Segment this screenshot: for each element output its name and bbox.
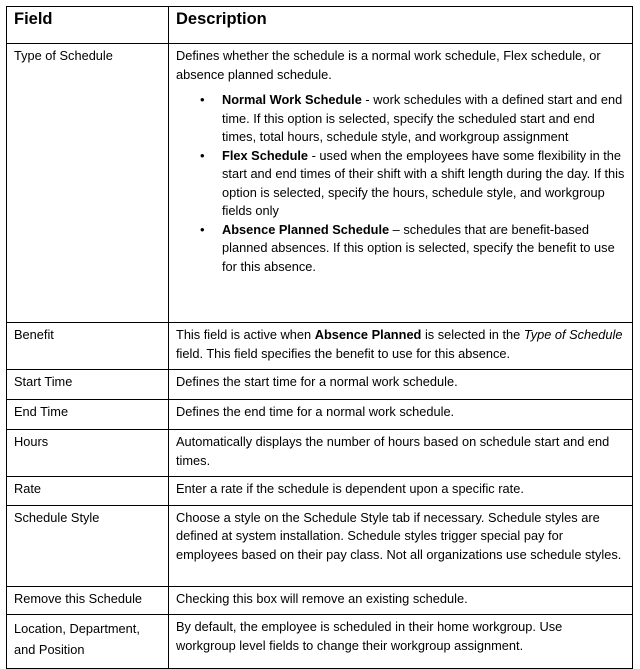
option-name: Absence Planned Schedule bbox=[222, 221, 390, 237]
field-name: Hours bbox=[7, 430, 169, 477]
description-text: This field is active when bbox=[176, 327, 315, 342]
table-row bbox=[7, 505, 633, 586]
description-text: is selected in the bbox=[421, 327, 524, 342]
table-row bbox=[7, 477, 633, 506]
field-description bbox=[169, 323, 633, 370]
header-row bbox=[7, 7, 633, 44]
schedule-type-list bbox=[176, 91, 625, 276]
field-name: Schedule Style bbox=[7, 505, 169, 586]
table-row bbox=[7, 586, 633, 615]
field-description: Defines the start time for a normal work schedule. bbox=[169, 370, 633, 400]
bullet-icon: • bbox=[200, 221, 205, 237]
list-item bbox=[200, 221, 625, 277]
description-text: field. This field specifies the benefit to use for this absence. bbox=[176, 345, 511, 361]
field-name: Start Time bbox=[7, 370, 169, 400]
list-item bbox=[200, 91, 625, 147]
field-description: By default, the employee is scheduled in their home workgroup. Use workgroup level fields to change their workgroup assignment. bbox=[169, 615, 633, 669]
description-column-header: Description bbox=[169, 7, 633, 44]
field-description bbox=[169, 44, 633, 323]
field-name: Location, Department, and Position bbox=[7, 615, 169, 669]
field-description: Defines the end time for a normal work schedule. bbox=[169, 400, 633, 430]
table-row bbox=[7, 430, 633, 477]
field-column-header: Field bbox=[7, 7, 169, 44]
table-row bbox=[7, 323, 633, 370]
option-name: Normal Work Schedule bbox=[222, 92, 362, 107]
description-intro: Defines whether the schedule is a normal work schedule, Flex schedule, or absence planned schedule. bbox=[176, 48, 601, 82]
bullet-icon: • bbox=[200, 147, 205, 163]
option-text: - used when the employees have some flexibility in the start and end times of their shift with a shift length during the day. If this option is selected, specify the hours, schedule style, and workgroup fields only bbox=[222, 147, 625, 218]
bullet-icon: • bbox=[200, 92, 205, 107]
option-text: – schedules that are benefit-based planned absences. If this option is selected, specify the benefit to use for this absence. bbox=[222, 221, 615, 274]
field-description-table bbox=[6, 6, 633, 669]
field-name: Benefit bbox=[7, 323, 169, 370]
field-description: Checking this box will remove an existing schedule. bbox=[169, 586, 633, 615]
table-row bbox=[7, 44, 633, 323]
field-name: End Time bbox=[7, 400, 169, 430]
table-row bbox=[7, 400, 633, 430]
field-description: Automatically displays the number of hours based on schedule start and end times. bbox=[169, 430, 633, 477]
field-description: Enter a rate if the schedule is dependent upon a specific rate. bbox=[169, 477, 633, 506]
field-description: Choose a style on the Schedule Style tab if necessary. Schedule styles are defined at system installation. Schedule styles trigger special pay for employees based on their pay class. Not all organizations use schedule styles. bbox=[169, 505, 633, 586]
field-name: Rate bbox=[7, 477, 169, 506]
table-row bbox=[7, 615, 633, 669]
description-bold: Absence Planned bbox=[314, 327, 422, 342]
field-name: Remove this Schedule bbox=[7, 586, 169, 615]
list-item bbox=[200, 147, 625, 221]
option-text: - work schedules with a defined start and end time. If this option is selected, specify the scheduled start and end times, total hours, schedule style, and workgroup assignment bbox=[222, 92, 623, 144]
field-name: Type of Schedule bbox=[7, 44, 169, 323]
option-name: Flex Schedule bbox=[222, 147, 309, 163]
table-row bbox=[7, 370, 633, 400]
description-italic: Type of Schedule bbox=[523, 327, 623, 342]
